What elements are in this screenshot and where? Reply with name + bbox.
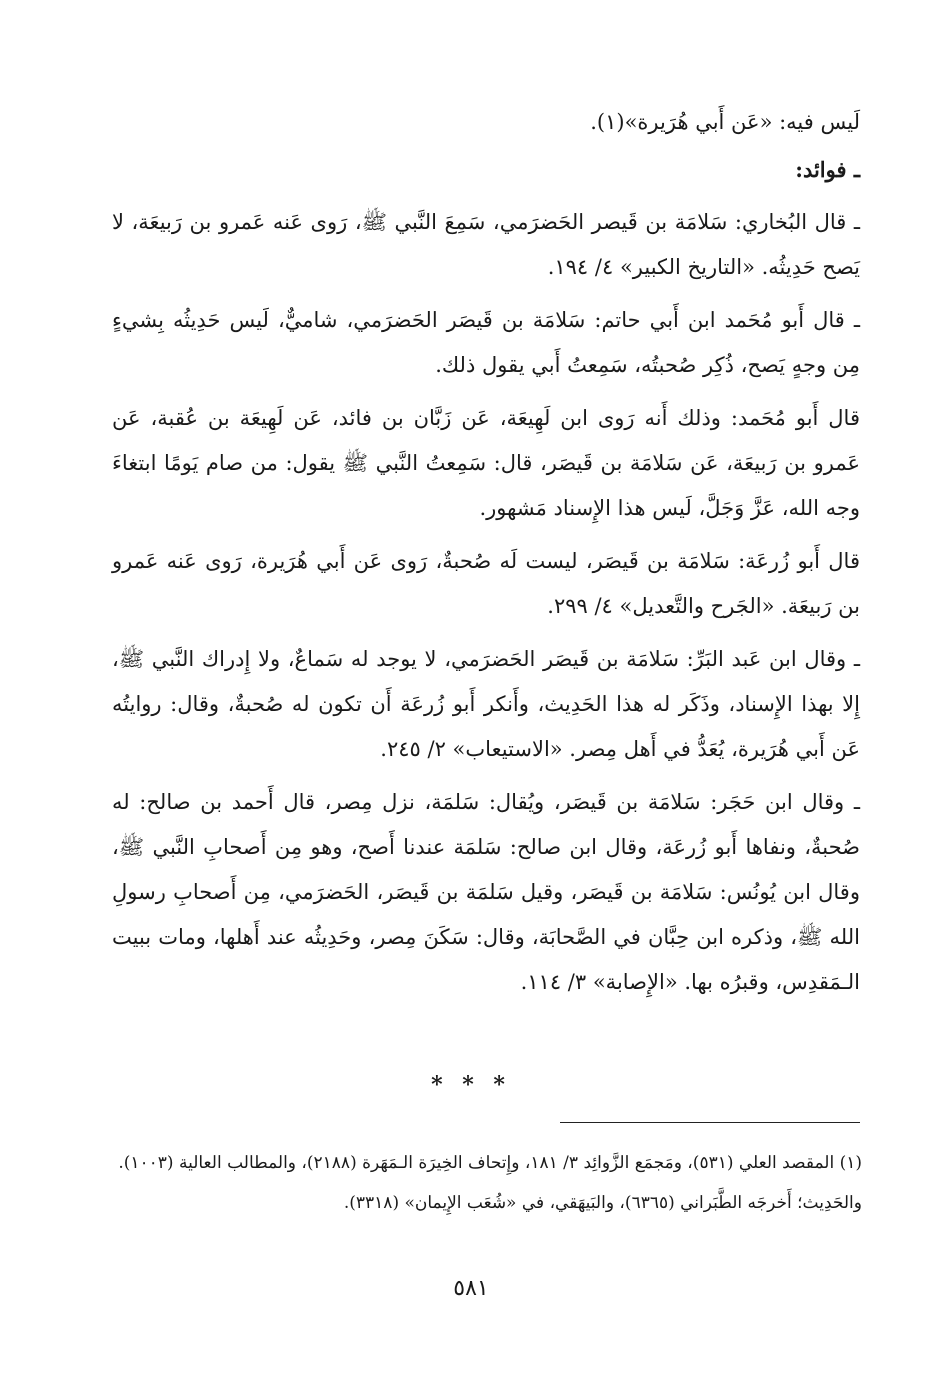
paragraph-ibn-hajar: ـ وقال ابن حَجَر: سَلامَة بن قَيصَر، ويُقال: سَلمَة، نزل مِصر، قال أَحمد بن صالح: له صُحبةٌ، ونفاها أَبو زُرعَة، وقال ابن صالح: سَلمَة عندنا أَصح، وهو مِن أَصحابِ النَّبي ﷺ، وقال ابن يُونُس: سَلامَة بن قَيصَر، وقيل سَلمَة بن قَيصَر، الحَضرَمي، مِن أَصحابِ رسولِ الله ﷺ، وذكره ابن حِبَّان في الصَّحابَة، وقال: سَكَنَ مِصر، وحَدِيثُه عند أَهلها، ومات ببيت الـمَقدِس، وقبرُه بها. «الإِصابة» ٣/ ١١٤. — [112, 790, 860, 994]
footnote-2: والحَدِيث؛ أَخرجَه الطَّبَراني (٦٣٦٥)، والبَيهَقي، في «شُعَب الإِيمان» (٣٣١٨). — [343, 1193, 862, 1213]
paragraph-ibn-abd-al-barr: ـ وقال ابن عَبد البَرِّ: سَلامَة بن قَيصَر الحَضرَمي، لا يوجد له سَماعٌ، ولا إِدراك النَّبي ﷺ، إِلا بهذا الإِسناد، وذَكَر له هذا الحَدِيث، وأَنكر أَبو زُرعَة أَن تكون له صُحبةٌ، وقال: روايتُه عَن أَبي هُرَيرة، يُعَدُّ في أَهل مِصر. «الاستيعاب» ٢/ ٢٤٥. — [112, 647, 860, 761]
footnote-divider — [560, 1122, 860, 1123]
main-text — [112, 100, 860, 1013]
paragraph-abu-zura: قال أَبو زُرعَة: سَلامَة بن قَيصَر، ليست لَه صُحبةٌ، رَوى عَن أَبي هُرَيرة، رَوى عَنه عَمرو بن رَبيعَة. «الجَرح والتَّعديل» ٤/ ٢٩٩. — [112, 549, 860, 618]
footnote-1: (١) المقصد العلي (٥٣١)، ومَجمَع الزَّوائِد ٣/ ١٨١، وإِتحاف الخِيرَة الـمَهَرة (٢١٨٨)، والمطالب العالية (١٠٠٣). — [118, 1153, 862, 1173]
page-number: ٥٨١ — [453, 1276, 489, 1301]
footnotes — [110, 1146, 862, 1226]
section-separator: * * * — [431, 1072, 511, 1098]
paragraph-ibn-abi-hatim: ـ قال أَبو مُحَمد ابن أَبي حاتم: سَلامَة بن قَيصَر الحَضرَمي، شاميٌّ، لَيس حَدِيثُه بِشيءٍ مِن وجهٍ يَصح، ذُكِر صُحبتُه، سَمِعتُ أَبي يقول ذلك. — [112, 308, 860, 377]
section-heading: ـ فوائد: — [795, 157, 860, 182]
paragraph-bukhari: ـ قال البُخاري: سَلامَة بن قَيصر الحَضرَمي، سَمِعَ النَّبي ﷺ، رَوى عَنه عَمرو بن رَبيعَة، لا يَصح حَدِيثُه. «التاريخ الكبير» ٤/ ١٩٤. — [112, 210, 860, 279]
paragraph-abu-muhammad: قال أَبو مُحَمد: وذلك أَنه رَوى ابن لَهِيعَة، عَن زَبَّان بن فائد، عَن لَهِيعَة بن عُقبة، عَن عَمرو بن رَبيعَة، عَن سَلامَة بن قَيصَر، قال: سَمِعتُ النَّبي ﷺ يقول: من صام يَومًا ابتغاءَ وجه الله، عَزَّ وَجَلَّ، لَيس هذا الإِسناد مَشهور. — [112, 406, 860, 520]
paragraph-intro: لَيس فيه: «عَن أَبي هُرَيرة»(١). — [590, 110, 860, 134]
